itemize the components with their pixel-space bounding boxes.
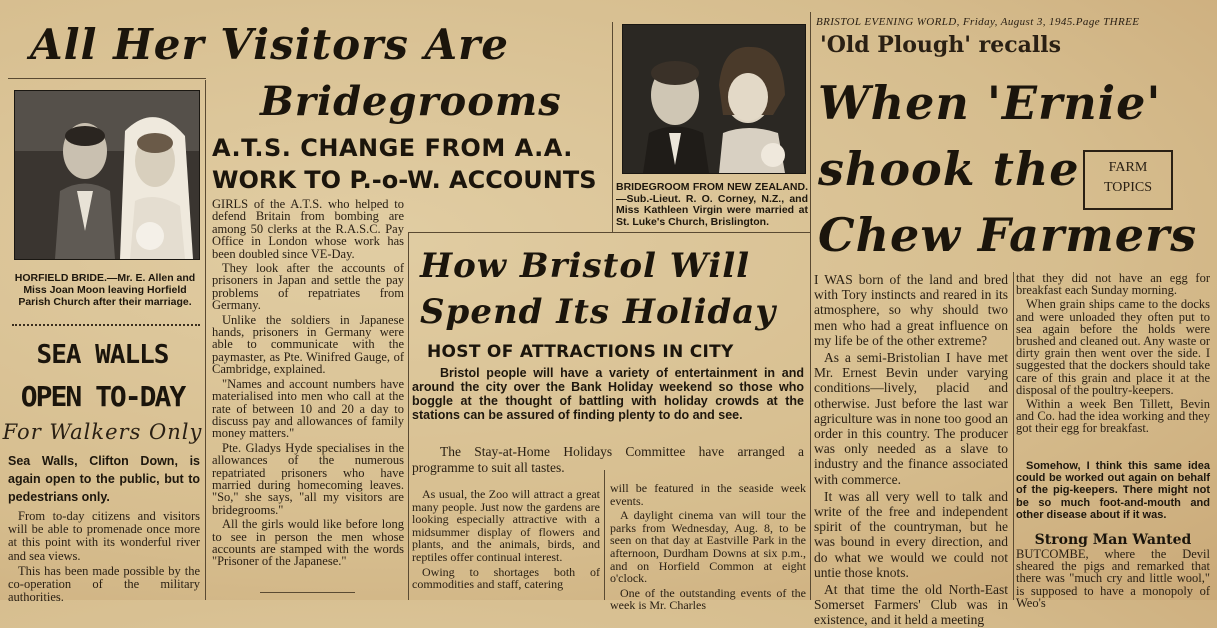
paragraph: One of the outstanding events of the week is Mr. Charles: [610, 585, 806, 613]
photo-caption-horfield: HORFIELD BRIDE.—Mr. E. Allen and Miss Joan Moon leaving Horfield Parish Church after their marriage.: [14, 272, 196, 308]
holiday-subhead: HOST OF ATTRACTIONS IN CITY: [427, 342, 734, 362]
paragraph: It was all very well to talk and write of the free and independent spirit of the countryman, but he was bound in every direction, and do what we would we could not untie those knots.: [814, 488, 1008, 580]
paragraph: This has been made possible by the co-operation of the military authorities.: [8, 563, 200, 605]
holiday-lead: Bristol people will have a variety of entertainment in and around the city over the Bank Holiday weekend so those who boggle at the thought of battling with holiday crowds at the stations can be assured of finding plenty to do and see.: [412, 366, 804, 422]
column-rule: [1013, 272, 1014, 600]
sea-walls-lead: Sea Walls, Clifton Down, is again open to the public, but to pedestrians only.: [8, 454, 200, 504]
paragraph: When grain ships came to the docks and were unloaded they often put to sea again before the holds were brushed and cleaned out. Any waste or dirty grain then went over the side. I suggested that the dockers should take care of this grain and place it at the disposal of the poultry-keepers.: [1016, 297, 1210, 397]
column-rule: [810, 12, 811, 600]
column-rule: [612, 22, 613, 232]
photo-caption-brislington: BRIDEGROOM FROM NEW ZEALAND.—Sub.-Lieut. R. O. Corney, N.Z., and Miss Kathleen Virgin were married at St. Luke's Church, Brislington.: [616, 181, 808, 228]
paragraph: A daylight cinema van will tour the parks from Wednesday, Aug. 8, to be seen on that day at Eastville Park in the afternoon, Durdham Downs at six p.m., and on Horfield Common at eight o'clock.: [610, 508, 806, 586]
story-headline-line2: Bridegrooms: [260, 78, 562, 125]
paragraph: Within a week Ben Tillett, Bevin and Co. had the idea working and they got their egg for breakfast.: [1016, 397, 1210, 436]
box-rule: [8, 78, 206, 79]
end-rule: [260, 592, 355, 593]
dotted-divider: [12, 324, 200, 326]
paragraph: From to-day citizens and visitors will be able to promenade once more at this point with its wonderful river and sea views.: [8, 509, 200, 563]
wedding-photo-brislington: [622, 24, 806, 174]
paragraph: At that time the old North-East Somerset Farmers' Club was in existence, and it held a meeting: [814, 582, 1008, 628]
wedding-photo-horfield: [14, 90, 200, 260]
holiday-headline-line1: How Bristol Will: [420, 246, 751, 286]
ernie-bold-para: Somehow, I think this same idea could be worked out again on behalf of the pig-keepers. There might not be so much foot-and-mouth and other disease about if it was.: [1016, 460, 1210, 521]
story-subhead-line2: WORK TO P.-o-W. ACCOUNTS: [212, 166, 597, 194]
paragraph: "Names and account numbers have materialised into men who call at the rate of between 10 and 20 a day to discuss pay and allowances of family money matters.": [212, 376, 404, 441]
ernie-headline-line1: When 'Ernie': [818, 76, 1162, 130]
sea-walls-subhead: For Walkers Only: [2, 420, 203, 444]
sea-walls-headline: SEA WALLS: [36, 340, 169, 370]
story-body: [212, 198, 404, 600]
paragraph: Pte. Gladys Hyde specialises in the allowances of the numerous repatriated prisoners who have married during homecoming leaves. "So," she says, "all my visitors are bridegrooms.": [212, 440, 404, 517]
paragraph: As a semi-Bristolian I have met Mr. Ernest Bevin under varying conditions—lively, placid and otherwise. Just before the last war agriculture was in none too good an order in this country. The producer was only needed as a slave to industry and the finance associated with commerce.: [814, 350, 1008, 487]
paragraph: Unlike the soldiers in Japanese hands, prisoners in Germany were able to communicate with the paymaster, as Pte. Winifred Gauge, of Cambridge, explained.: [212, 312, 404, 377]
paragraph: I WAS born of the land and bred with Tory instincts and reared in its atmosphere, so why should two men who had a great influence on my life be of the other extreme?: [814, 272, 1008, 348]
sea-walls-body: [8, 510, 200, 606]
story-subhead-line1: A.T.S. CHANGE FROM A.A.: [212, 134, 573, 162]
paragraph: GIRLS of the A.T.S. who helped to defend Britain from bombing are among 50 clerks at the R.A.S.C. Pay Office in London whose work has been doubled since VE-Day.: [212, 197, 404, 261]
holiday-col2: [610, 481, 806, 613]
paragraph: All the girls would like before long to see in person the men whose accounts are stamped with the words "Prisoner of the Japanese.": [212, 517, 404, 569]
column-rule: [205, 80, 206, 600]
masthead: BRISTOL EVENING WORLD, Friday, August 3, 1945.Page THREE: [816, 16, 1140, 28]
farm-topics-box: FARM TOPICS: [1083, 150, 1173, 210]
column-rule: [604, 470, 605, 600]
ernie-headline-line3: Chew Farmers: [818, 208, 1198, 262]
ernie-col1: [814, 272, 1008, 628]
ernie-headline-line2: shook the: [818, 142, 1080, 196]
story-headline-line1: All Her Visitors Are: [30, 20, 509, 69]
holiday-col1: [412, 488, 600, 600]
holiday-intro: The Stay-at-Home Holidays Committee have arranged a programme to suit all tastes.: [412, 444, 804, 475]
sea-walls-headline2: OPEN TO-DAY: [20, 380, 185, 413]
paragraph: They look after the accounts of prisoners in Japan and settle the pay problems of repatriates from Germany.: [212, 261, 404, 313]
ernie-col2: [1016, 272, 1210, 437]
ernie-subhead2: Strong Man Wanted: [1034, 532, 1192, 548]
box-rule: [408, 232, 811, 233]
paragraph: As usual, the Zoo will attract a great many people. Just now the gardens are looking especially attractive with a midsummer display of flowers and plants, and the animals, birds, and reptiles offer continual interest.: [412, 487, 600, 564]
holiday-headline-line2: Spend Its Holiday: [420, 292, 777, 332]
paragraph: that they did not have an egg for breakfast each Sunday morning.: [1016, 271, 1210, 298]
ernie-col2-end: BUTCOMBE, where the Devil sheared the pigs and remarked that there was "much cry and little wool," is supposed to have a monopoly of Weo's: [1016, 547, 1210, 610]
paragraph: Owing to shortages both of commodities and staff, catering: [412, 564, 600, 592]
column-rule: [408, 232, 409, 600]
ernie-kicker: 'Old Plough' recalls: [820, 32, 1061, 58]
paragraph: will be featured in the seaside week events.: [610, 481, 806, 508]
